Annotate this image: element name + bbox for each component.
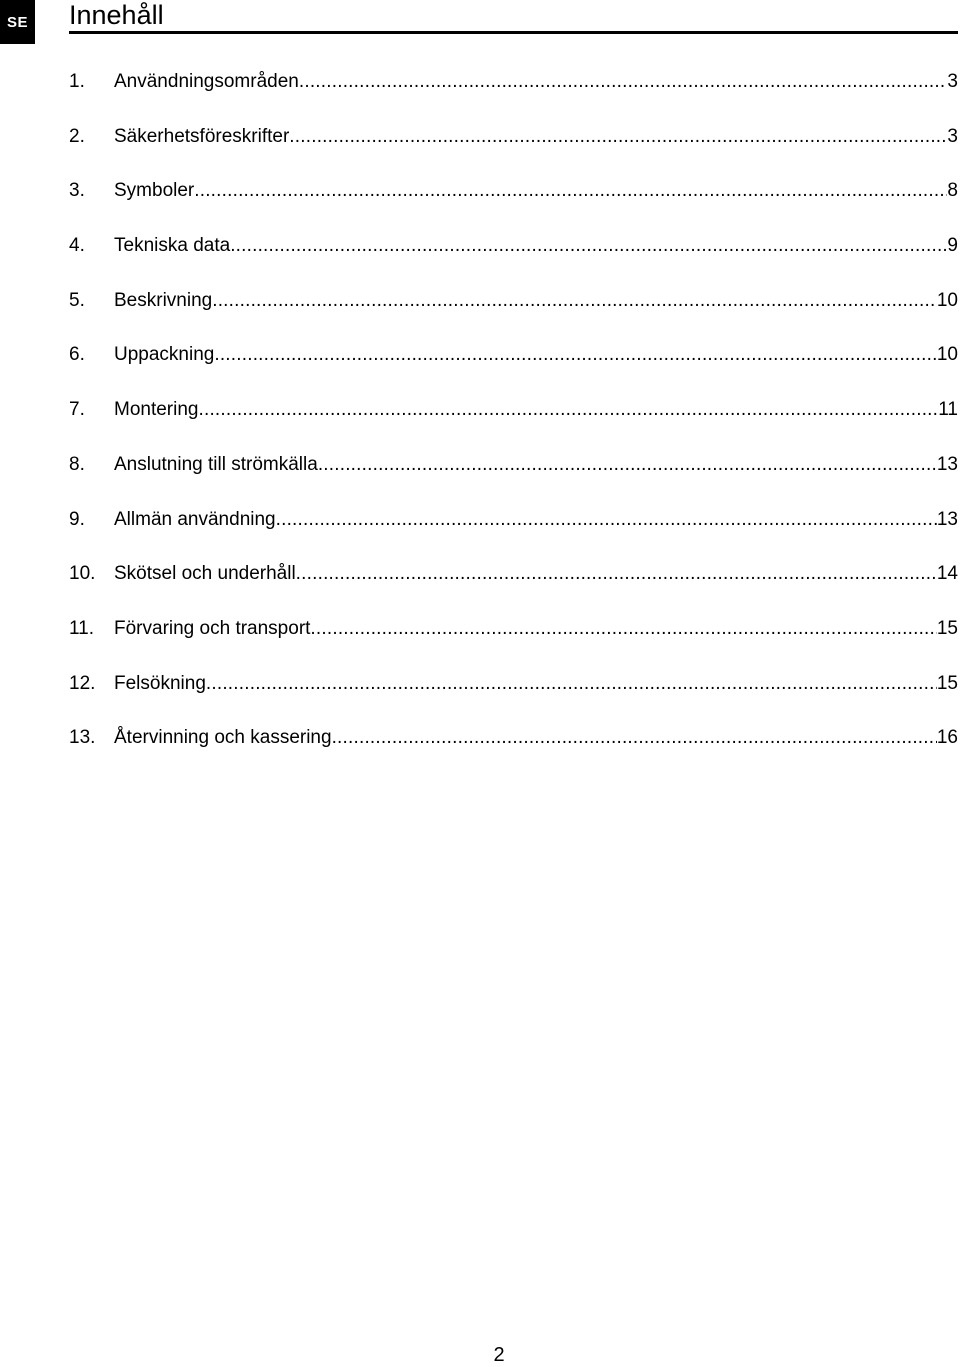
toc-entry-page: 8 — [947, 180, 958, 202]
toc-entry-page: 15 — [936, 617, 958, 639]
toc-entry-label: Tekniska data — [114, 235, 231, 257]
toc-entry-number: 7. — [69, 399, 85, 421]
toc-entry[interactable] — [69, 339, 958, 394]
toc-entry-number: 10. — [69, 563, 96, 585]
toc-dot-leader — [206, 668, 937, 700]
toc-entry-label: Beskrivning — [114, 289, 213, 311]
toc-entry-number: 4. — [69, 235, 85, 257]
toc-entry[interactable] — [69, 175, 958, 230]
toc-entry-label: Förvaring och transport — [114, 617, 311, 639]
toc-entry[interactable] — [69, 722, 958, 777]
toc-entry-label: Skötsel och underhåll — [114, 563, 296, 585]
toc-entry-label: Anslutning till strömkälla — [114, 453, 318, 475]
toc-entry-number: 9. — [69, 508, 85, 530]
toc-entry-label: Felsökning — [114, 672, 206, 694]
toc-dot-leader — [230, 230, 947, 262]
toc-dot-leader — [212, 285, 937, 317]
toc-entry[interactable] — [69, 230, 958, 285]
toc-entry-number: 5. — [69, 289, 85, 311]
toc-dot-leader — [194, 175, 947, 207]
toc-entry-page: 9 — [947, 235, 958, 257]
toc-entry-page: 15 — [936, 672, 958, 694]
toc-dot-leader — [332, 722, 937, 754]
toc-entry-page: 10 — [936, 289, 958, 311]
toc-entry[interactable] — [69, 613, 958, 668]
toc-entry[interactable] — [69, 121, 958, 176]
toc-entry-number: 12. — [69, 672, 96, 694]
toc-entry-label: Symboler — [114, 180, 195, 202]
toc-entry[interactable] — [69, 394, 958, 449]
toc-entry-page: 10 — [936, 344, 958, 366]
toc-entry-page: 11 — [938, 399, 958, 421]
toc-entry[interactable] — [69, 558, 958, 613]
toc-dot-leader — [318, 449, 937, 481]
toc-entry-label: Allmän användning — [114, 508, 276, 530]
toc-entry-label: Uppackning — [114, 344, 215, 366]
toc-entry[interactable] — [69, 668, 958, 723]
toc-entry-label: Säkerhetsföreskrifter — [114, 125, 290, 147]
toc-dot-leader — [214, 339, 937, 371]
toc-entry-label: Montering — [114, 399, 199, 421]
toc-entry-page: 16 — [936, 727, 958, 749]
toc-entry-number: 11. — [69, 617, 95, 639]
toc-dot-leader — [299, 66, 948, 98]
toc-entry-label: Användningsområden — [114, 71, 299, 92]
table-of-contents — [69, 66, 958, 777]
toc-entry[interactable] — [69, 285, 958, 340]
toc-entry-number: 6. — [69, 344, 85, 366]
toc-entry-page: 13 — [936, 453, 958, 475]
toc-entry-number: 3. — [69, 180, 85, 202]
toc-entry[interactable] — [69, 66, 958, 121]
toc-dot-leader — [276, 504, 937, 536]
toc-entry[interactable] — [69, 504, 958, 559]
toc-entry[interactable] — [69, 449, 958, 504]
toc-dot-leader — [289, 121, 947, 153]
language-badge: SE — [0, 0, 35, 44]
toc-entry-page: 3 — [947, 125, 958, 147]
toc-entry-page: 13 — [936, 508, 958, 530]
toc-entry-label: Återvinning och kassering — [114, 727, 332, 749]
page-title: Innehåll — [69, 0, 164, 30]
toc-dot-leader — [199, 394, 939, 426]
toc-entry-number: 2. — [69, 125, 85, 147]
toc-dot-leader — [310, 613, 936, 645]
toc-entry-number: 13. — [69, 727, 96, 749]
page-number: 2 — [493, 1344, 505, 1366]
toc-entry-page: 14 — [936, 563, 958, 585]
toc-entry-number: 8. — [69, 453, 85, 475]
toc-dot-leader — [296, 558, 937, 590]
toc-entry-page: 3 — [947, 71, 958, 92]
title-divider — [69, 31, 958, 34]
toc-entry-number: 1. — [69, 71, 85, 92]
